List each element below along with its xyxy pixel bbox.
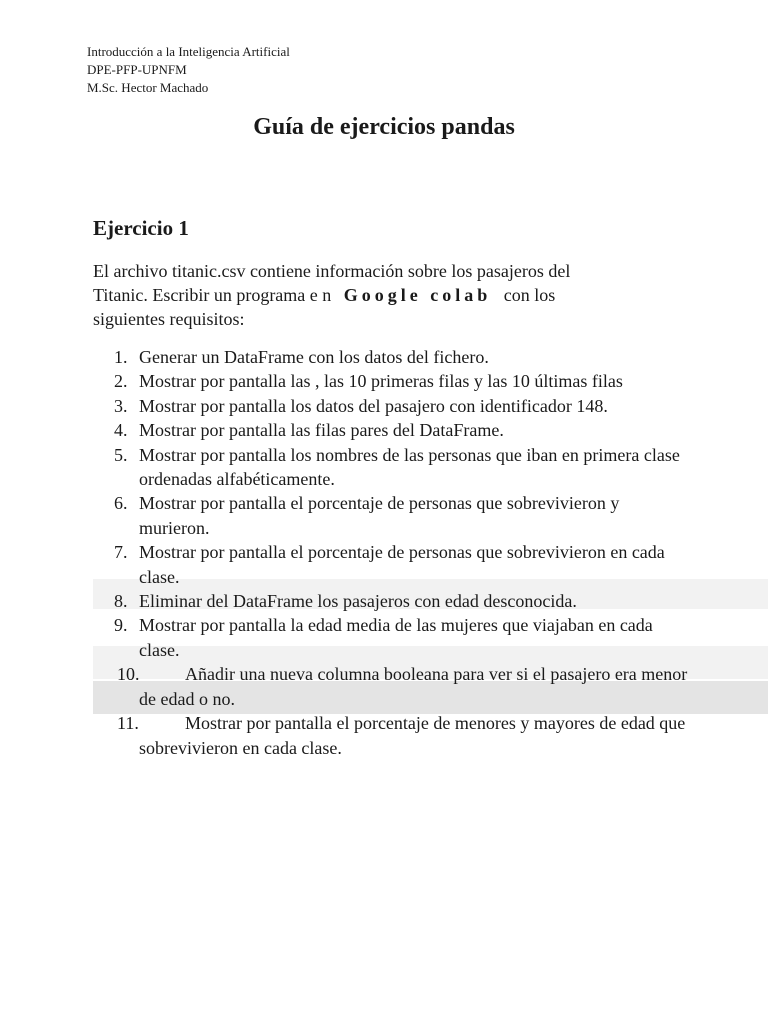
item-number: 1.: [114, 347, 128, 367]
item-text: Mostrar por pantalla los nombres de las personas que iban en primera clase ordenadas alfabéticamente.: [139, 444, 680, 490]
department: DPE-PFP-UPNFM: [87, 62, 187, 77]
course-name: Introducción a la Inteligencia Artificial: [87, 44, 290, 59]
page-title: Guía de ejercicios pandas: [253, 114, 515, 140]
list-item: [93, 443, 693, 492]
item-text: Mostrar por pantalla el porcentaje de personas que sobrevivieron y murieron.: [139, 493, 620, 538]
item-number: 9.: [114, 615, 128, 636]
item-text: Generar un DataFrame con los datos del fichero.: [139, 347, 489, 367]
exercise-intro: [93, 259, 673, 331]
item-number: 2.: [114, 371, 128, 392]
instructor: M.Sc. Hector Machado: [87, 80, 209, 95]
exercise-title: Ejercicio 1: [93, 216, 189, 240]
list-item: [93, 491, 693, 540]
item-text: Eliminar del DataFrame los pasajeros con edad desconocida.: [139, 591, 577, 612]
item-number: 5.: [114, 444, 128, 465]
item-number: 7.: [114, 542, 128, 563]
list-item: [93, 540, 693, 589]
list-item: [93, 662, 693, 711]
item-number: 11.: [117, 713, 139, 734]
list-item: [93, 613, 693, 662]
intro-line: El archivo titanic.csv contiene información sobre los pasajeros del: [93, 261, 571, 281]
document-header: [87, 43, 290, 97]
item-text: Mostrar por pantalla el porcentaje de menores y mayores de edad que sobrevivieron en cada clase.: [139, 713, 686, 758]
list-item: [93, 394, 693, 418]
item-text: Mostrar por pantalla los datos del pasajero con identificador 148.: [139, 395, 608, 416]
list-item: [93, 589, 693, 613]
intro-text: Titanic. Escribir un programa e n: [93, 285, 332, 305]
item-text: Mostrar por pantalla las filas pares del DataFrame.: [139, 420, 504, 441]
list-item: [93, 711, 693, 760]
intro-line: [93, 283, 673, 307]
item-text: Mostrar por pantalla el porcentaje de personas que sobrevivieron en cada clase.: [139, 542, 665, 587]
list-item: [93, 369, 693, 393]
item-number: 4.: [114, 420, 128, 441]
intro-emphasis: Google colab: [343, 285, 492, 305]
item-number: 3.: [114, 395, 128, 416]
item-text: Mostrar por pantalla las , las 10 primeras filas y las 10 últimas filas: [139, 371, 623, 392]
item-text: Añadir una nueva columna booleana para ver si el pasajero era menor de edad o no.: [139, 664, 688, 709]
item-number: 10.: [117, 664, 140, 685]
requirements-list: [93, 345, 693, 760]
list-item: [93, 418, 693, 442]
intro-line: siguientes requisitos:: [93, 309, 245, 329]
intro-text: con los: [503, 285, 556, 305]
list-item: [93, 345, 693, 369]
item-number: 8.: [114, 591, 128, 612]
item-number: 6.: [114, 493, 128, 514]
item-text: Mostrar por pantalla la edad media de las mujeres que viajaban en cada clase.: [139, 615, 653, 660]
